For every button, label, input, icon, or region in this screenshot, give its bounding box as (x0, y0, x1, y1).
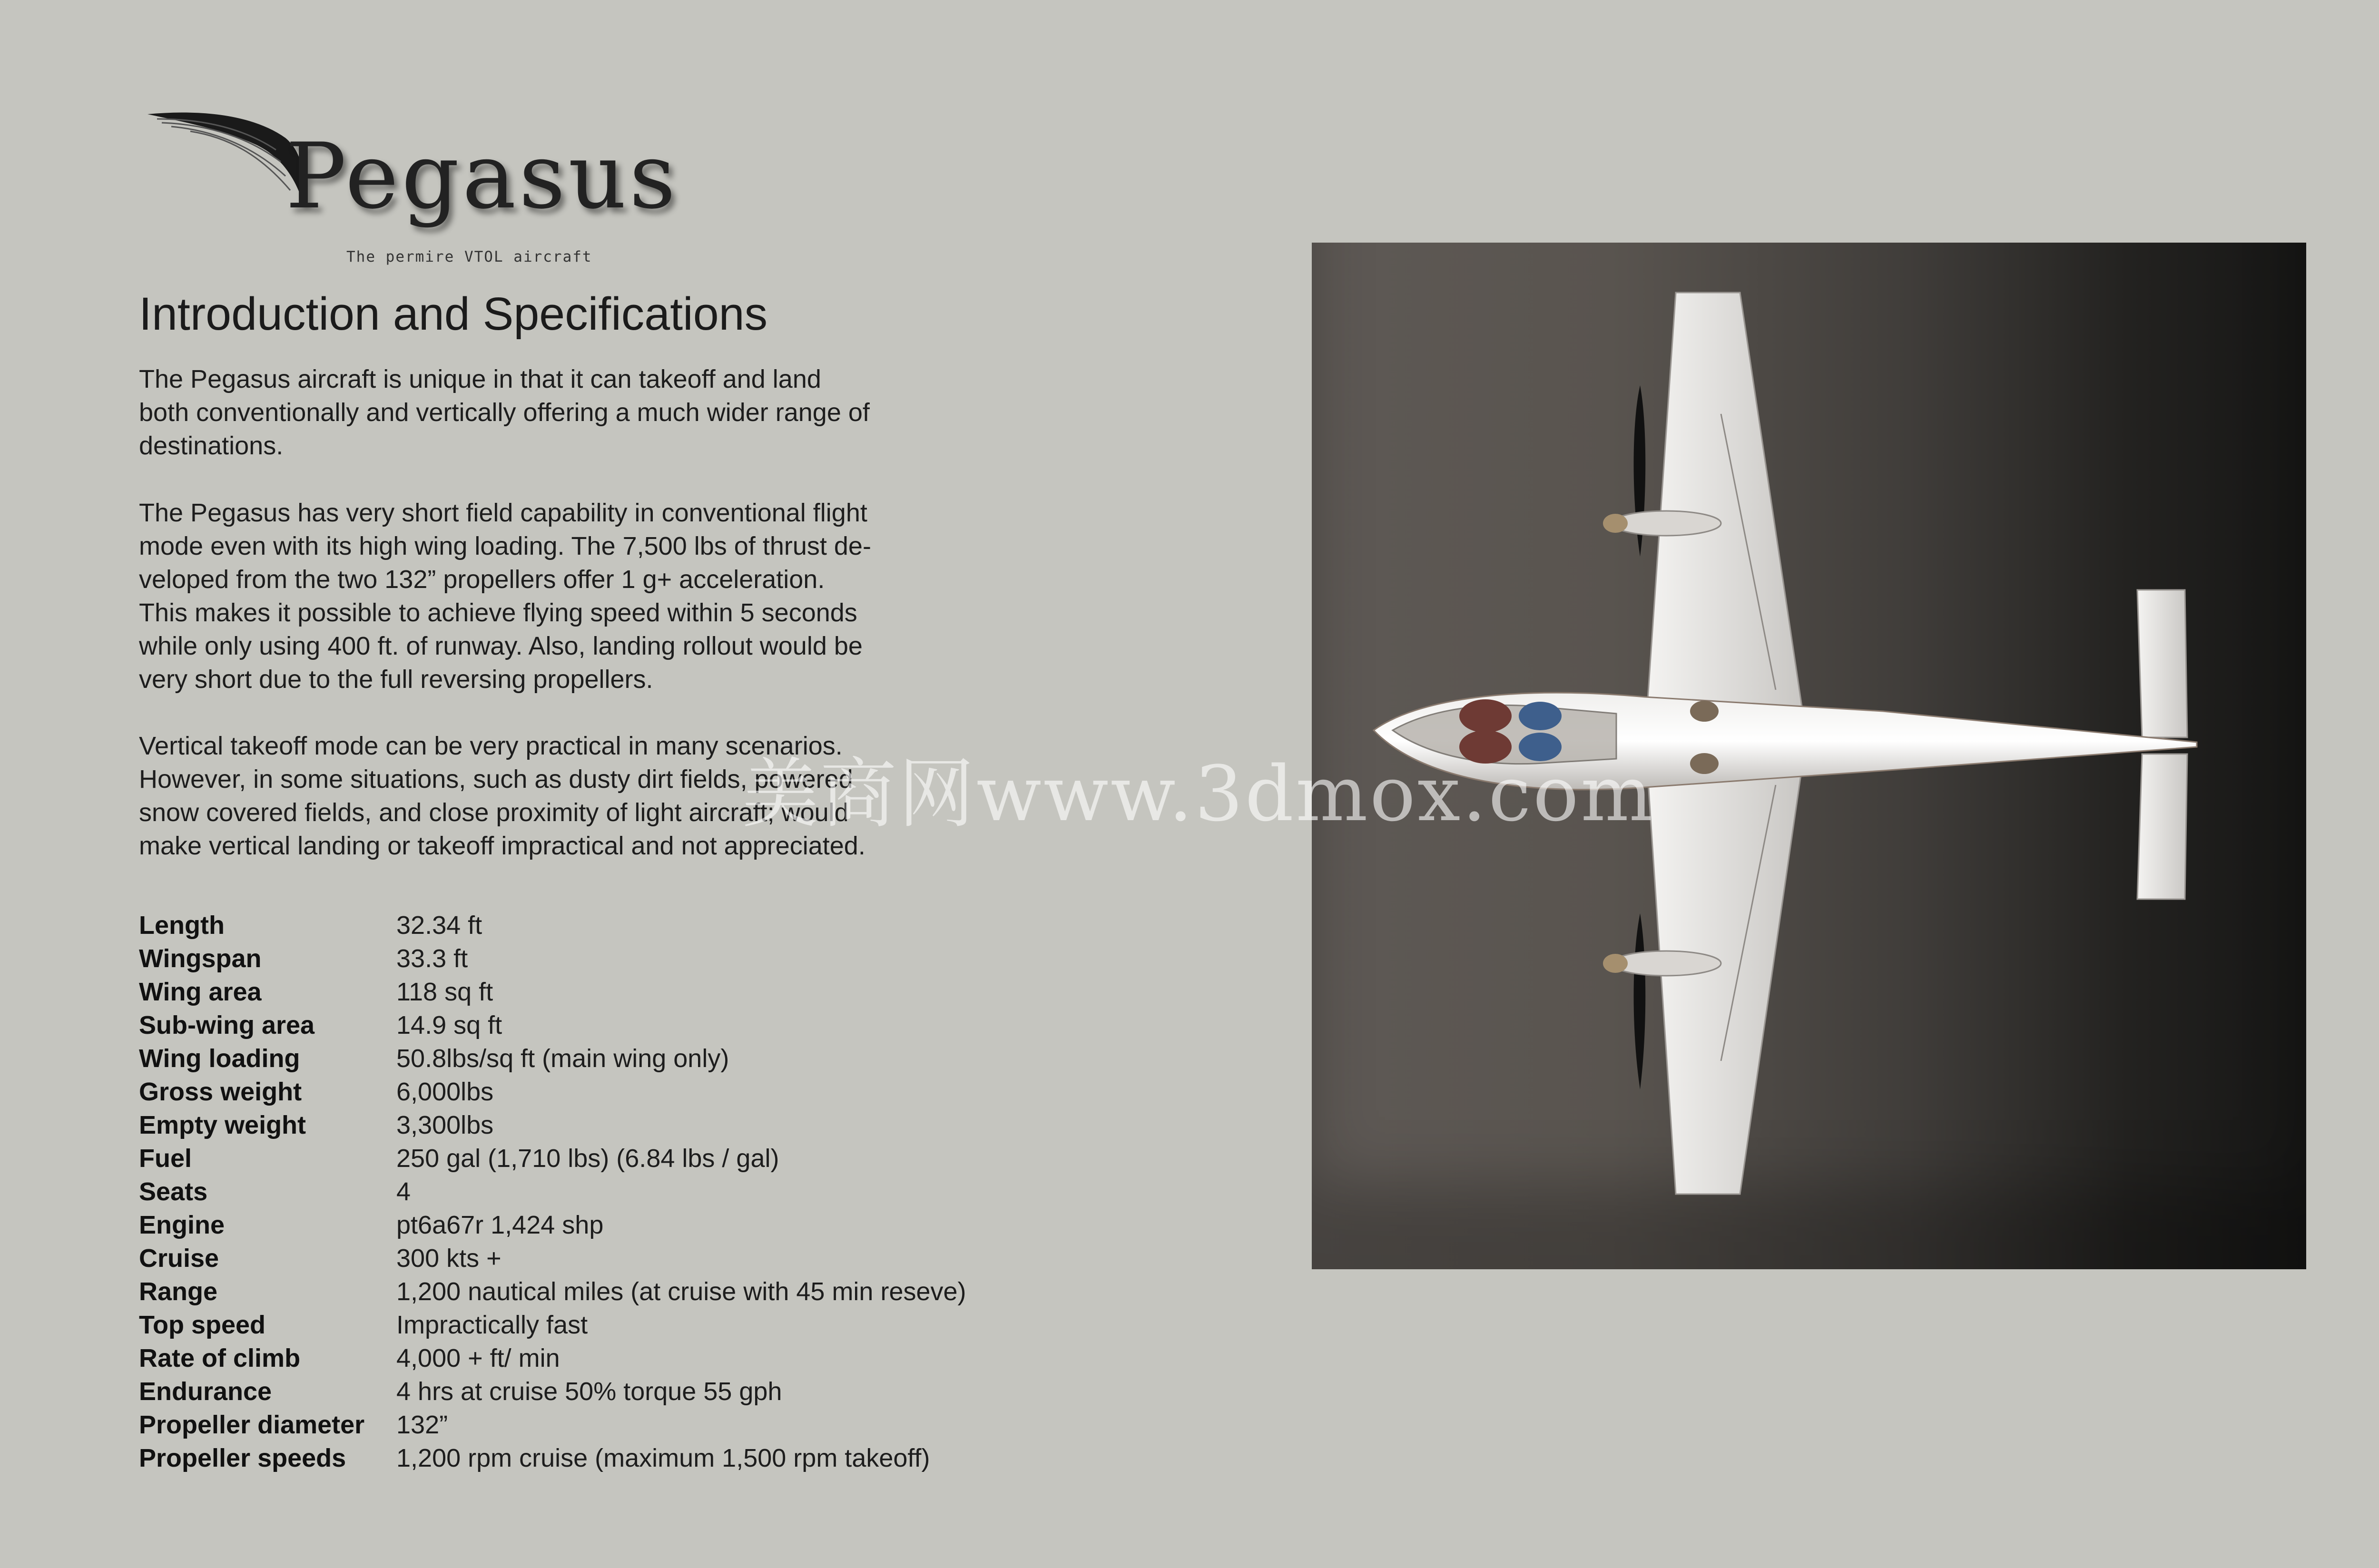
text-line: while only using 400 ft. of runway. Also, landing rollout would be (139, 632, 863, 660)
text-line: both conventionally and vertically offering a much wider range of (139, 398, 870, 427)
text-line: destinations. (139, 431, 284, 460)
specifications-table (139, 909, 966, 1475)
spec-label: Length (139, 911, 225, 940)
spec-value: 6,000lbs (396, 1078, 494, 1106)
text-line: very short due to the full reversing propellers. (139, 665, 653, 694)
spec-row (139, 1441, 966, 1475)
spec-label: Fuel (139, 1144, 192, 1173)
spec-label: Sub-wing area (139, 1011, 315, 1039)
spec-label: Propeller diameter (139, 1411, 365, 1439)
spec-label: Range (139, 1277, 218, 1306)
spec-row (139, 1042, 966, 1075)
logo-tagline: The permire VTOL aircraft (346, 248, 592, 265)
spec-row (139, 1375, 966, 1408)
spec-label: Cruise (139, 1244, 219, 1273)
spec-row (139, 1208, 966, 1242)
short-field-paragraph (139, 496, 967, 696)
spec-value: 4 hrs at cruise 50% torque 55 gph (396, 1377, 782, 1406)
text-line: make vertical landing or takeoff impractical and not appreciated. (139, 832, 865, 860)
spec-value: 14.9 sq ft (396, 1011, 502, 1039)
spec-row (139, 1342, 966, 1375)
spec-value: 4 (396, 1177, 411, 1206)
spec-row (139, 909, 966, 942)
spec-value: 300 kts + (396, 1244, 501, 1273)
text-line: This makes it possible to achieve flying speed within 5 seconds (139, 598, 857, 627)
text-line: The Pegasus has very short field capability in conventional flight (139, 499, 867, 527)
text-line: Vertical takeoff mode can be very practical in many scenarios. (139, 732, 843, 760)
watermark-text: 美商网www.3dmox.com (742, 749, 1655, 838)
spec-label: Rate of climb (139, 1344, 301, 1372)
spec-value: 3,300lbs (396, 1111, 494, 1139)
spec-label: Propeller speeds (139, 1444, 346, 1472)
spec-value: 4,000 + ft/ min (396, 1344, 560, 1372)
spec-row (139, 1142, 966, 1175)
spec-label: Wing loading (139, 1044, 300, 1073)
spec-label: Seats (139, 1177, 208, 1206)
text-line: The Pegasus aircraft is unique in that it can takeoff and land (139, 365, 821, 393)
spec-row (139, 975, 966, 1009)
page-title: Introduction and Specifications (139, 288, 768, 340)
spec-row (139, 942, 966, 975)
logo-wordmark: Pegasus (285, 124, 679, 229)
spec-row (139, 1275, 966, 1308)
text-line: snow covered fields, and close proximity of light aircraft; would (139, 798, 849, 827)
spec-value: 32.34 ft (396, 911, 482, 940)
spec-label: Gross weight (139, 1078, 302, 1106)
spec-value: 50.8lbs/sq ft (main wing only) (396, 1044, 729, 1073)
spec-label: Wing area (139, 978, 262, 1006)
spec-label: Wingspan (139, 944, 262, 973)
spec-label: Empty weight (139, 1111, 306, 1139)
spec-value: 132” (396, 1411, 448, 1439)
spec-value: 250 gal (1,710 lbs) (6.84 lbs / gal) (396, 1144, 779, 1173)
spec-value: 1,200 nautical miles (at cruise with 45 min reseve) (396, 1277, 966, 1306)
spec-row (139, 1009, 966, 1042)
spec-value: Impractically fast (396, 1311, 588, 1339)
spec-label: Engine (139, 1211, 225, 1239)
text-line: veloped from the two 132” propellers offer 1 g+ acceleration. (139, 565, 825, 594)
intro-paragraph (139, 363, 967, 462)
pegasus-logo (143, 105, 679, 276)
spec-value: 33.3 ft (396, 944, 468, 973)
spec-value: 1,200 rpm cruise (maximum 1,500 rpm takeoff) (396, 1444, 930, 1472)
spec-label: Top speed (139, 1311, 266, 1339)
spec-row (139, 1408, 966, 1441)
spec-label: Endurance (139, 1377, 272, 1406)
spec-value: pt6a67r 1,424 shp (396, 1211, 604, 1239)
text-line: However, in some situations, such as dusty dirt fields, powered (139, 765, 853, 794)
spec-row (139, 1108, 966, 1142)
spec-value: 118 sq ft (396, 978, 493, 1006)
spec-row (139, 1308, 966, 1342)
spec-row (139, 1075, 966, 1108)
spec-row (139, 1175, 966, 1208)
spec-row (139, 1242, 966, 1275)
text-line: mode even with its high wing loading. The 7,500 lbs of thrust de- (139, 532, 871, 560)
